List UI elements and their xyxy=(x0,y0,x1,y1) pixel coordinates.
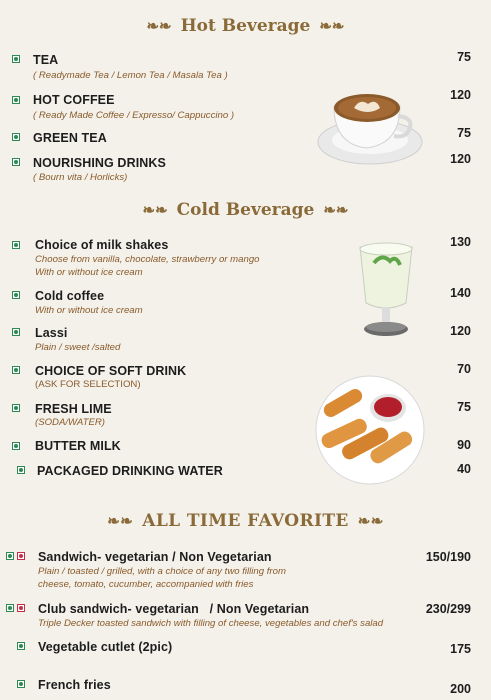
coffee-cup-image xyxy=(308,86,424,174)
section-title-all-time-favorite: ❧❧ ALL TIME FAVORITE ❧❧ xyxy=(107,511,384,531)
ornament-left-icon: ❧❧ xyxy=(107,512,134,530)
veg-icon xyxy=(6,604,14,612)
veg-icon xyxy=(12,55,20,63)
veg-icon xyxy=(17,466,25,474)
veg-icon xyxy=(6,552,14,560)
veg-icon xyxy=(17,680,25,688)
veg-icon xyxy=(12,442,20,450)
section-title-cold-beverage: ❧❧ Cold Beverage ❧❧ xyxy=(142,200,349,220)
ornament-right-icon: ❧❧ xyxy=(323,201,349,219)
veg-icon xyxy=(12,158,20,166)
veg-icon xyxy=(12,328,20,336)
veg-icon xyxy=(12,241,20,249)
veg-icon xyxy=(17,642,25,650)
veg-icon xyxy=(12,366,20,374)
veg-icon xyxy=(12,291,20,299)
veg-icon xyxy=(12,133,20,141)
non-veg-icon xyxy=(17,552,25,560)
cheese-sticks-plate-image xyxy=(310,374,430,486)
ornament-left-icon: ❧❧ xyxy=(146,17,172,35)
section-title-hot-beverage: ❧❧ Hot Beverage ❧❧ xyxy=(146,16,345,36)
ornament-right-icon: ❧❧ xyxy=(319,17,345,35)
veg-icon xyxy=(12,404,20,412)
ornament-left-icon: ❧❧ xyxy=(142,201,168,219)
milkshake-glass-image xyxy=(354,237,418,339)
ornament-right-icon: ❧❧ xyxy=(357,512,384,530)
non-veg-icon xyxy=(17,604,25,612)
veg-icon xyxy=(12,96,20,104)
